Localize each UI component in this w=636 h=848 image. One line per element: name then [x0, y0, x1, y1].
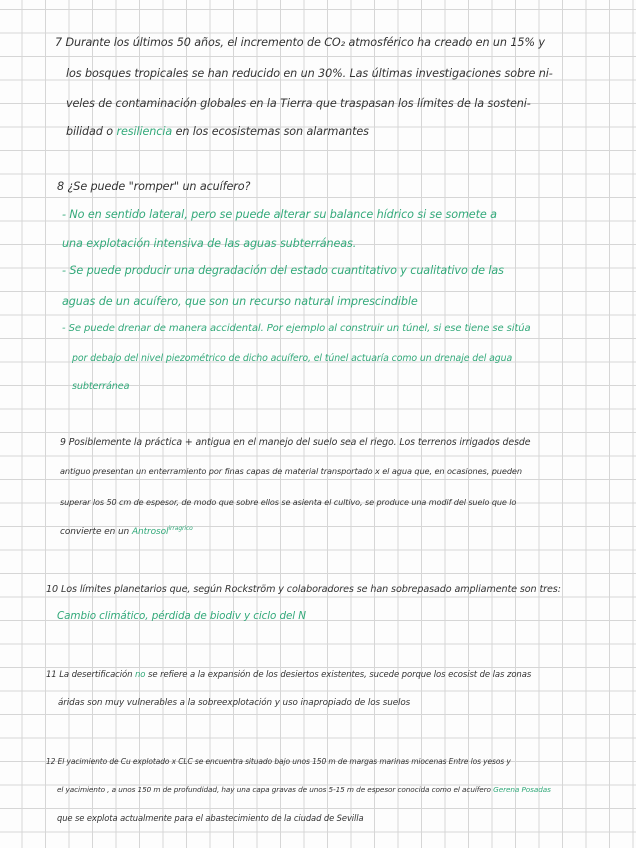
- q9-highlight-antrosol: Antrosol: [131, 527, 169, 537]
- q8-answer-line-3: - Se puede producir una degradación del estado cuantitativo y cualitativo de las: [62, 264, 504, 277]
- q12-line-1: 12 El yacimiento de Cu explotado x CLC se encuentra situado bajo unos 150 m de margas marinas miocenas Entre los yesos y: [46, 757, 511, 766]
- q8-answer-line-7: subterránea: [72, 381, 130, 392]
- q12-line-2: [57, 785, 551, 794]
- q10-line-1: 10 Los límites planetarios que, según Rockström y colaboradores se han sobrepasado ampliamente son tres:: [46, 584, 561, 595]
- q7-text: bilidad o: [66, 125, 113, 138]
- q11-highlight-no: no: [135, 670, 146, 680]
- q7-line-2: los bosques tropicales se han reducido en un 30%. Las últimas investigaciones sobre ni-: [66, 67, 553, 80]
- q7-line-3: veles de contaminación globales en la Tierra que traspasan los límites de la sosteni-: [66, 97, 531, 110]
- q11-line-2: áridas son muy vulnerables a la sobreexplotación y uso inapropiado de los suelos: [58, 698, 411, 708]
- q7-line-4: [66, 125, 369, 138]
- q8-answer-line-4: aguas de un acuífero, que son un recurso natural imprescindible: [62, 295, 418, 308]
- q8-answer-line-2: una explotación intensiva de las aguas subterráneas.: [62, 237, 357, 250]
- q9-text: convierte en un: [60, 527, 130, 537]
- q12-text: el yacimiento , a unos 150 m de profundidad, hay una capa gravas de unos 5-15 m de espesor conocida como el acuífero: [57, 785, 491, 794]
- q8-answer-line-5: - Se puede drenar de manera accidental. Por ejemplo al construir un túnel, si ese tiene se sitúa: [62, 323, 531, 334]
- q9-line-1: 9 Posiblemente la práctica + antigua en el manejo del suelo sea el riego. Los terrenos irrigados desde: [60, 437, 531, 448]
- q12-line-3: que se explota actualmente para el abastecimiento de la ciudad de Sevilla: [57, 813, 364, 823]
- q8-answer-line-1: - No en sentido lateral, pero se puede alterar su balance hídrico si se somete a: [62, 208, 497, 221]
- q9-line-2: antiguo presentan un enterramiento por finas capas de material transportado x el agua que, en ocasiones, pueden: [60, 466, 522, 476]
- q8-answer-line-6: por debajo del nivel piezométrico de dicho acuífero, el túnel actuaría como un drenaje del agua: [72, 353, 513, 364]
- q11-line-1: [46, 670, 531, 680]
- q7-highlight-resiliencia: resiliencia: [116, 125, 173, 138]
- q7-line-1: 7 Durante los últimos 50 años, el incremento de CO₂ atmosférico ha creado en un 15% y: [55, 36, 545, 49]
- q9-line-3: superar los 50 cm de espesor, de modo que sobre ellos se asienta el cultivo, se produce una modif del suelo que lo: [60, 497, 517, 507]
- q11-text: 11 La desertificación: [46, 670, 133, 680]
- q10-answer: Cambio climático, pérdida de biodiv y ciclo del N: [57, 610, 306, 622]
- q9-line-4: [60, 525, 193, 537]
- q12-highlight-acuifero: Gerena Posadas: [493, 785, 551, 794]
- q7-text-end: en los ecosistemas son alarmantes: [175, 125, 369, 138]
- q11-text-end: se refiere a la expansión de los desiertos existentes, sucede porque los ecosist de las zonas: [148, 670, 532, 680]
- q8-question: 8 ¿Se puede "romper" un acuífero?: [57, 180, 251, 193]
- q9-superscript: irragrico: [168, 525, 193, 532]
